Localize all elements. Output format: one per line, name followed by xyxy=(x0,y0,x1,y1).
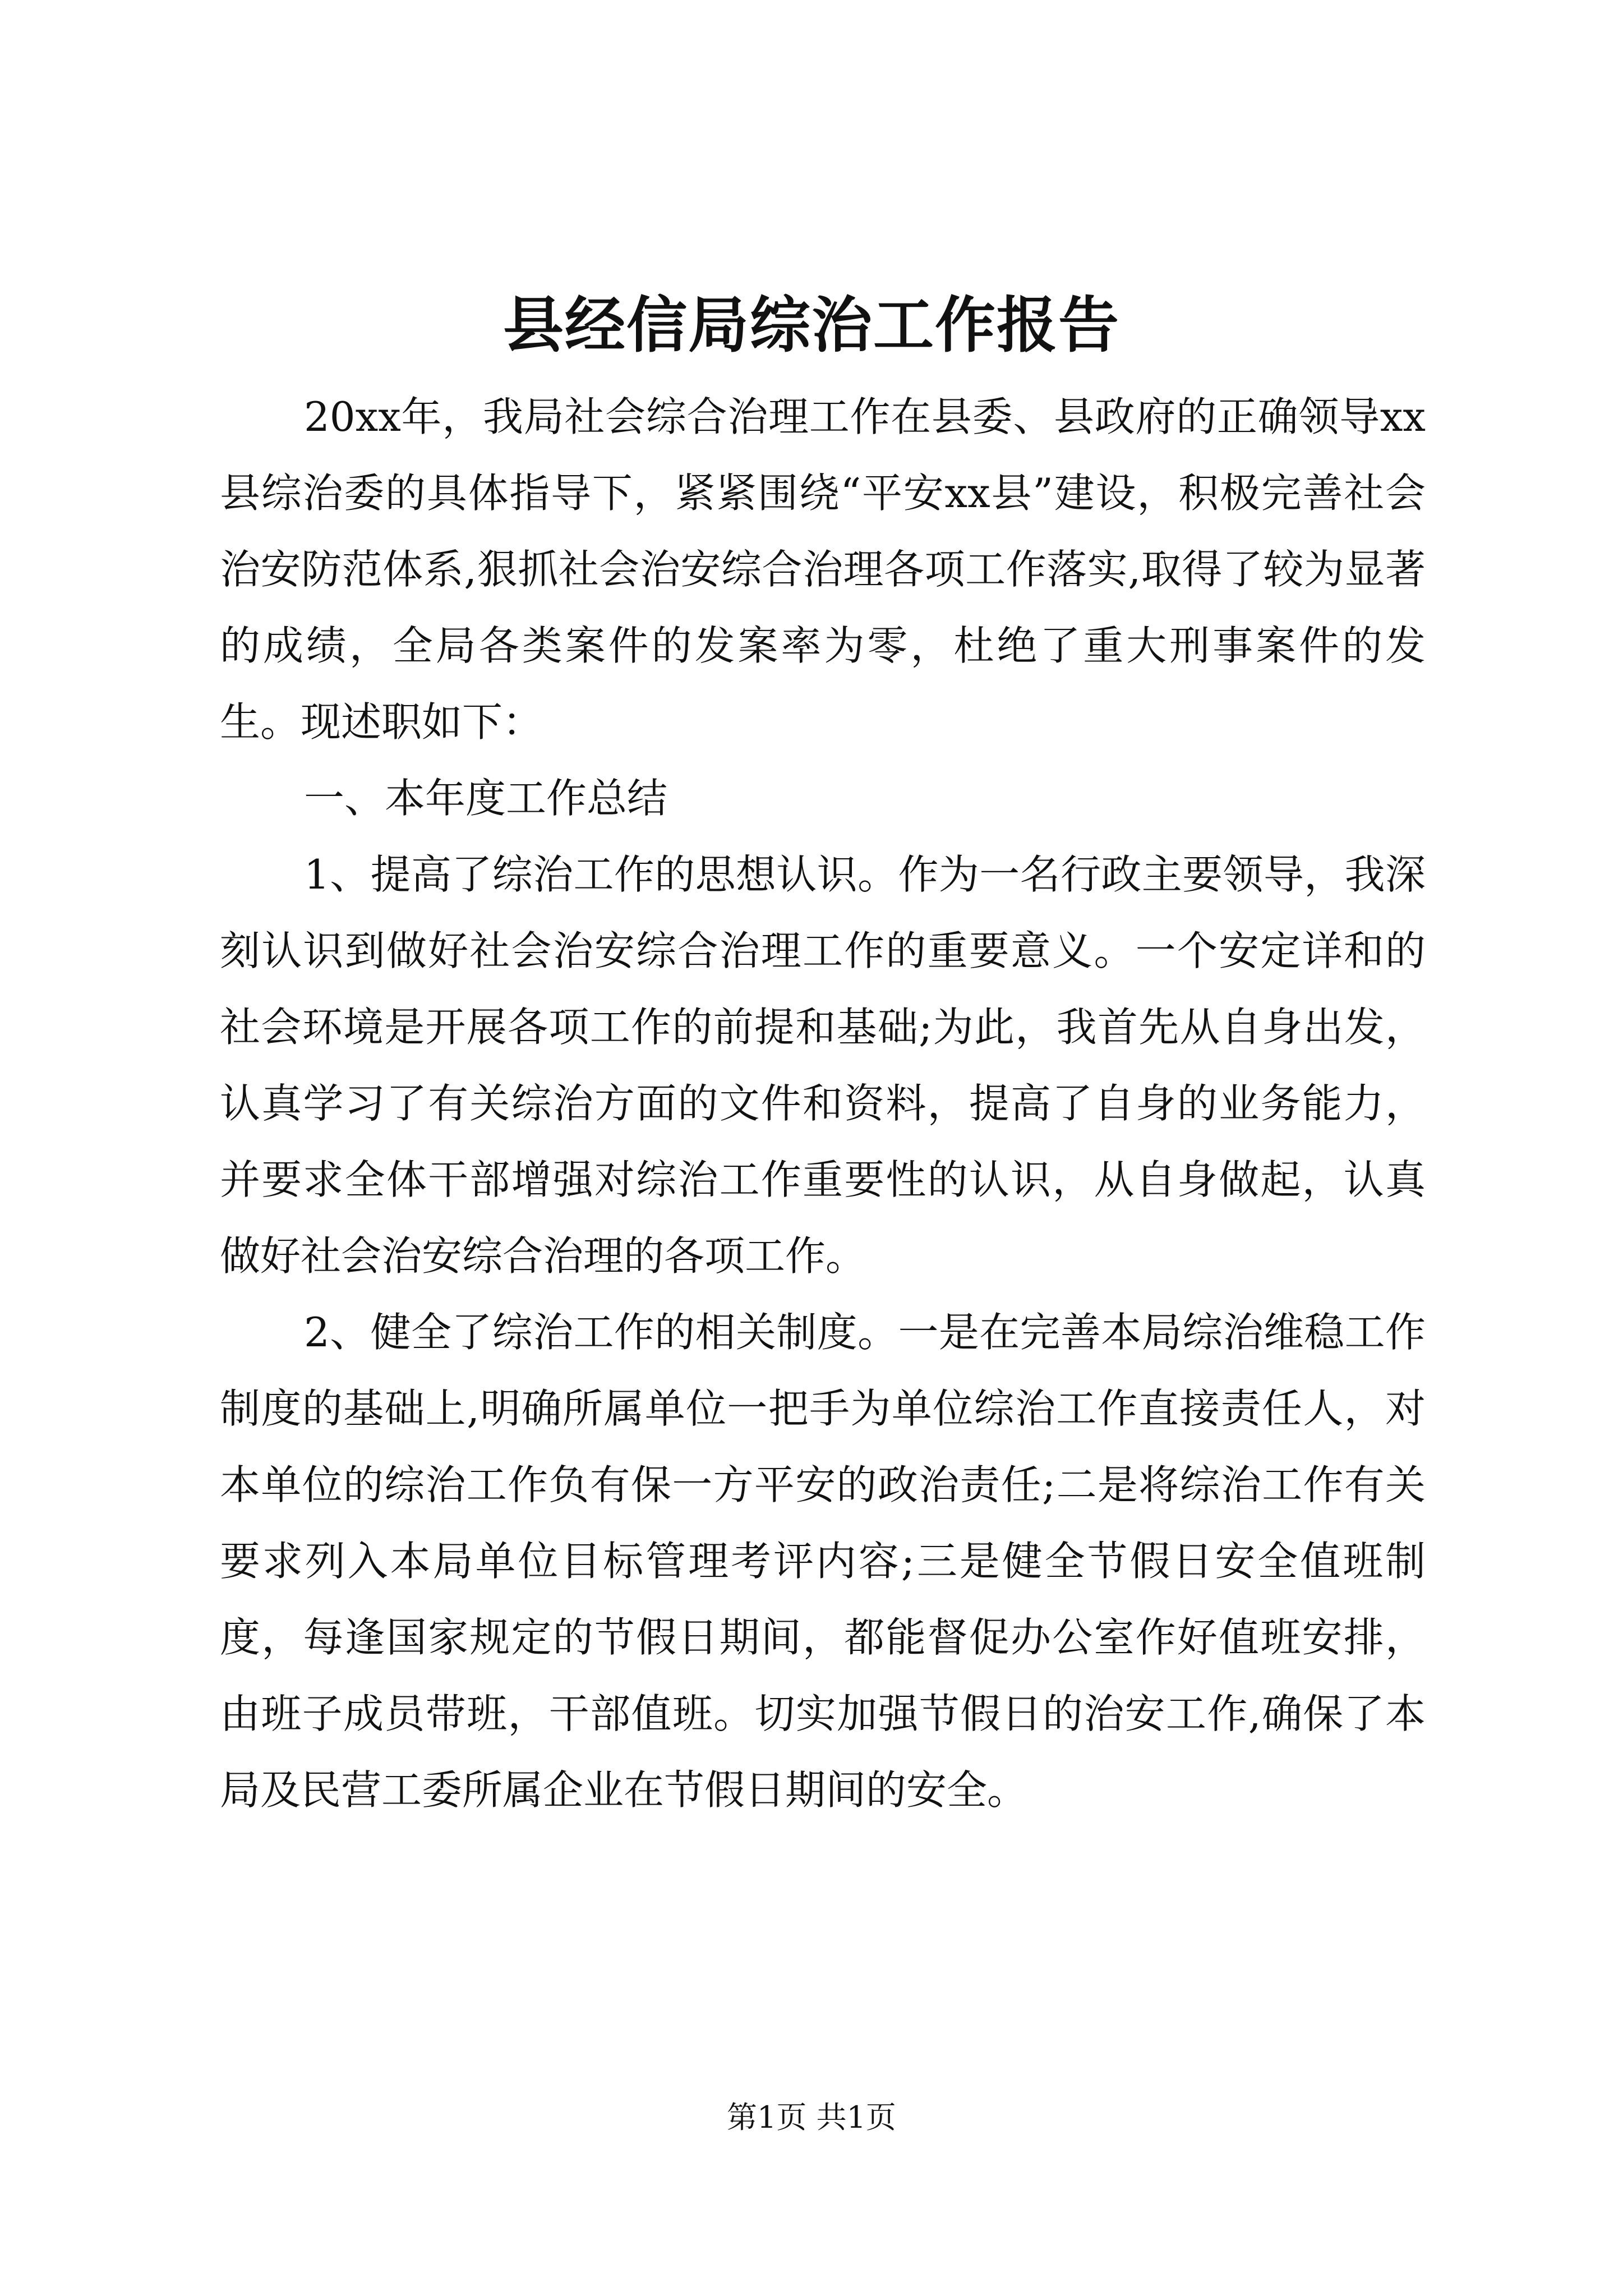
page-footer: 第1页 共1页 xyxy=(727,2100,896,2135)
document-body xyxy=(220,379,1426,1828)
document-title: 县经信局综治工作报告 xyxy=(502,290,1120,361)
section-heading: 一、本年度工作总结 xyxy=(304,775,668,822)
paragraph-item-1: 1、提高了综治工作的思想认识。作为一名行政主要领导，我深刻认识到做好社会治安综合治理工作的重要意义。一个安定详和的社会环境是开展各项工作的前提和基础;为此，我首先从自身出发，认真学习了有关综治方面的文件和资料，提高了自身的业务能力，并要求全体干部增强对综治工作重要性的认识，从自身做起，认真做好社会治安综合治理的各项工作。 xyxy=(220,851,1426,1280)
paragraph-intro: 20xx年，我局社会综合治理工作在县委、县政府的正确领导xx县综治委的具体指导下，紧紧围绕“平安xx县”建设，积极完善社会治安防范体系,狠抓社会治安综合治理各项工作落实,取得了较为显著的成绩，全局各类案件的发案率为零，杜绝了重大刑事案件的发生。现述职如下： xyxy=(220,393,1426,746)
paragraph-item-2: 2、健全了综治工作的相关制度。一是在完善本局综治维稳工作制度的基础上,明确所属单位一把手为单位综治工作直接责任人，对本单位的综治工作负有保一方平安的政治责任;二是将综治工作有关要求列入本局单位目标管理考评内容;三是健全节假日安全值班制度，每逢国家规定的节假日期间，都能督促办公室作好值班安排，由班子成员带班，干部值班。切实加强节假日的治安工作,确保了本局及民营工委所属企业在节假日期间的安全。 xyxy=(220,1309,1426,1814)
